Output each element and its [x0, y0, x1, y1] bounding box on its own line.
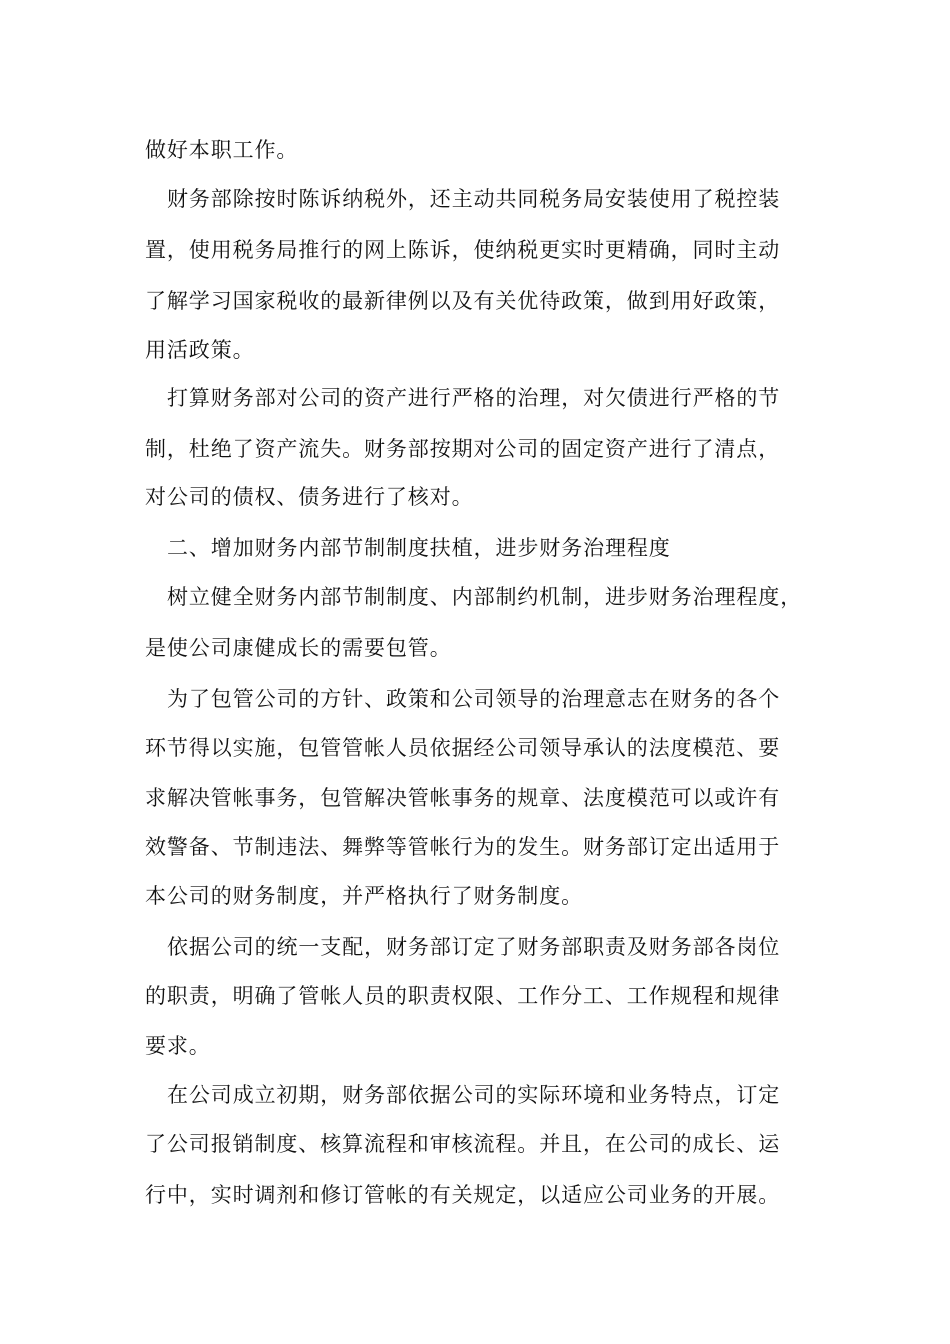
- text-line: 求解决管帐事务，包管解决管帐事务的规章、法度模范可以或许有: [145, 786, 781, 810]
- text-line: 了解学习国家税收的最新律例以及有关优待政策，做到用好政策，: [145, 289, 781, 313]
- text-line: 了公司报销制度、核算流程和审核流程。并且，在公司的成长、运: [145, 1132, 781, 1156]
- paragraph-line: 在公司成立初期，财务部依据公司的实际环境和业务特点，订定: [167, 1083, 781, 1107]
- paragraph-line: 树立健全财务内部节制制度、内部制约机制，进步财务治理程度，: [167, 585, 803, 609]
- section-heading: 二、增加财务内部节制制度扶植，进步财务治理程度: [167, 536, 671, 560]
- paragraph-line: 财务部除按时陈诉纳税外，还主动共同税务局安装使用了税控装: [167, 187, 781, 211]
- text-line: 做好本职工作。: [145, 138, 299, 162]
- text-line: 用活政策。: [145, 338, 255, 362]
- text-line: 的职责，明确了管帐人员的职责权限、工作分工、工作规程和规律: [145, 984, 781, 1008]
- text-line: 制，杜绝了资产流失。财务部按期对公司的固定资产进行了清点，: [145, 437, 781, 461]
- text-line: 是使公司康健成长的需要包管。: [145, 636, 452, 660]
- text-line: 对公司的债权、债务进行了核对。: [145, 485, 474, 509]
- paragraph-line: 打算财务部对公司的资产进行严格的治理，对欠债进行严格的节: [167, 386, 781, 410]
- text-line: 效警备、节制违法、舞弊等管帐行为的发生。财务部订定出适用于: [145, 835, 781, 859]
- text-line: 行中，实时调剂和修订管帐的有关规定，以适应公司业务的开展。: [145, 1183, 781, 1207]
- text-line: 环节得以实施，包管管帐人员依据经公司领导承认的法度模范、要: [145, 736, 781, 760]
- paragraph-line: 为了包管公司的方针、政策和公司领导的治理意志在财务的各个: [167, 687, 781, 711]
- text-line: 要求。: [145, 1034, 211, 1058]
- text-line: 置，使用税务局推行的网上陈诉，使纳税更实时更精确，同时主动: [145, 238, 781, 262]
- text-line: 本公司的财务制度，并严格执行了财务制度。: [145, 884, 583, 908]
- paragraph-line: 依据公司的统一支配，财务部订定了财务部职责及财务部各岗位: [167, 935, 781, 959]
